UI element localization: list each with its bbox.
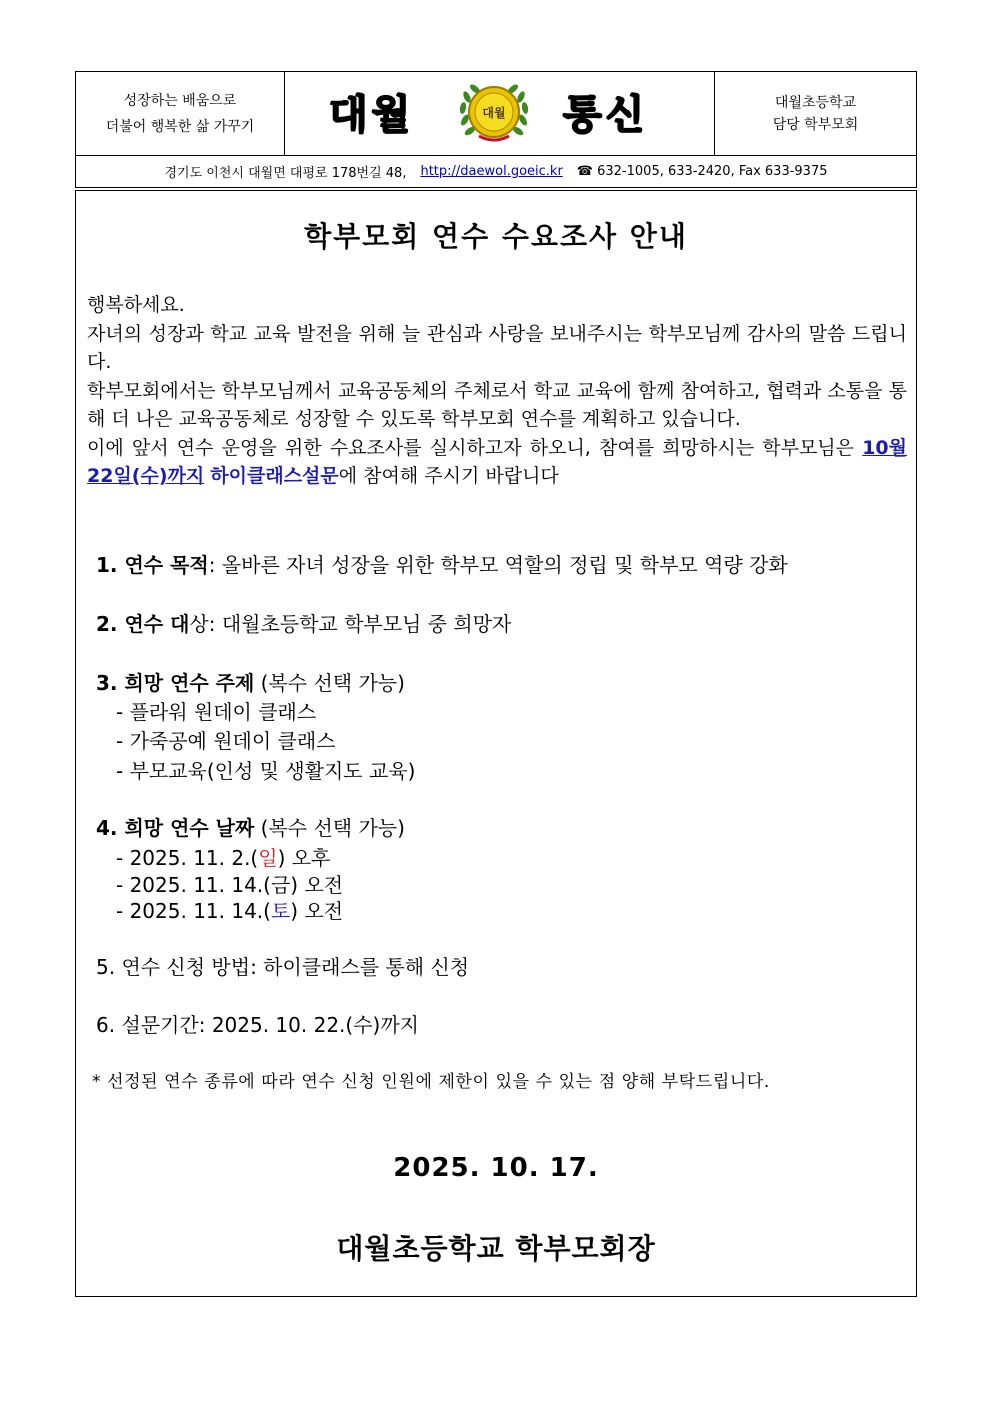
date-item-prefix: - 2025. 11. 14.( [116,873,271,897]
date-item [116,842,330,871]
topic-item: - 부모교육(인성 및 생활지도 교육) [116,759,416,783]
survey-name: 하이클래스설문 [210,465,339,487]
section-dates-label: 4. 희망 연수 날짜 [96,816,255,840]
section-topics [96,667,405,696]
section-purpose [96,549,788,578]
greeting: 행복하세요. [87,294,185,316]
school-address: 경기도 이천시 대월면 대평로 178번길 48, [164,166,407,181]
section-apply-method: 5. 연수 신청 방법: 하이클래스를 통해 신청 [96,955,470,979]
issue-date: 2025. 10. 17. [393,1153,599,1183]
date-item-day: 금 [270,873,291,897]
intro-paragraph-2: 학부모회에서는 학부모님께서 교육공동체의 주체로서 학교 교육에 함께 참여하고, 협력과 소통을 통해 더 나은 교육공동체로 성장할 수 있도록 학부모회 연수를 계획하고 있습니다. [87,379,907,430]
newsletter-header [75,71,917,188]
topic-item: - 가죽공예 원데이 클래스 [116,729,336,753]
footnote: * 선정된 연수 종류에 따라 연수 신청 인원에 제한이 있을 수 있는 점 양해 부탁드립니다. [92,1072,770,1092]
signature: 대월초등학교 학부모회장 [336,1232,656,1265]
logo-word-tongsin: 통신 [563,92,649,138]
section-topics-label: 3. 희망 연수 주제 [96,671,255,695]
header-school-info [715,72,916,155]
school-website-link[interactable]: http://daewol.goeic.kr [420,164,563,179]
date-item-prefix: - 2025. 11. 2.( [116,846,259,870]
department-name: 담당 학부모회 [772,116,859,133]
date-item-day: 토 [270,899,291,923]
date-item-suffix: ) 오후 [277,846,331,870]
logo-word-daewol: 대월 [329,92,415,138]
date-item-suffix: ) 오전 [290,899,344,923]
contact-row [76,156,916,187]
section-dates [96,812,405,841]
slogan-line-2: 더불어 행복한 삶 가꾸기 [105,118,255,135]
section-dates-note: (복수 선택 가능) [254,816,405,840]
date-item-suffix: ) 오전 [290,873,344,897]
section-survey-period: 6. 설문기간: 2025. 10. 22.(수)까지 [96,1013,419,1037]
notice-body [75,190,917,1297]
page-title: 학부모회 연수 수요조사 안내 [304,220,688,253]
date-item [116,869,343,898]
emblem-label: 대월 [482,106,506,120]
intro-paragraph-1: 자녀의 성장과 학교 교육 발전을 위해 늘 관심과 사랑을 보내주시는 학부모님께 감사의 말씀 드립니다. [87,322,907,373]
phone-fax: ☎ 632-1005, 633-2420, Fax 633-9375 [576,164,828,179]
section-target [96,608,511,637]
section-target-text: 상: 대월초등학교 학부모님 중 희망자 [189,612,512,636]
topic-item: - 플라워 원데이 클래스 [116,700,317,724]
date-item-day: 일 [258,846,278,870]
header-top-row [76,72,916,156]
deadline-text: 10월 22일(수)까지 [87,436,907,487]
para3-suffix: 에 참여해 주시기 바랍니다 [338,465,559,487]
section-purpose-label: 1. 연수 목적 [96,553,209,577]
school-emblem-icon [455,80,533,146]
section-target-label: 2. 연수 대 [96,612,190,636]
slogan-line-1: 성장하는 배움으로 [123,92,237,109]
newsletter-logo [285,72,715,155]
date-item [116,895,343,924]
para3-prefix: 이에 앞서 연수 운영을 위한 수요조사를 실시하고자 하오니, 참여를 희망하시는 학부모님은 [87,436,863,459]
section-purpose-text: : 올바른 자녀 성장을 위한 학부모 역할의 정립 및 학부모 역량 강화 [208,553,788,577]
intro-paragraphs [87,291,907,491]
date-item-prefix: - 2025. 11. 14.( [116,899,271,923]
intro-paragraph-3 [87,434,907,491]
school-slogan [76,72,285,155]
section-topics-note: (복수 선택 가능) [254,671,405,695]
school-name: 대월초등학교 [774,94,857,111]
